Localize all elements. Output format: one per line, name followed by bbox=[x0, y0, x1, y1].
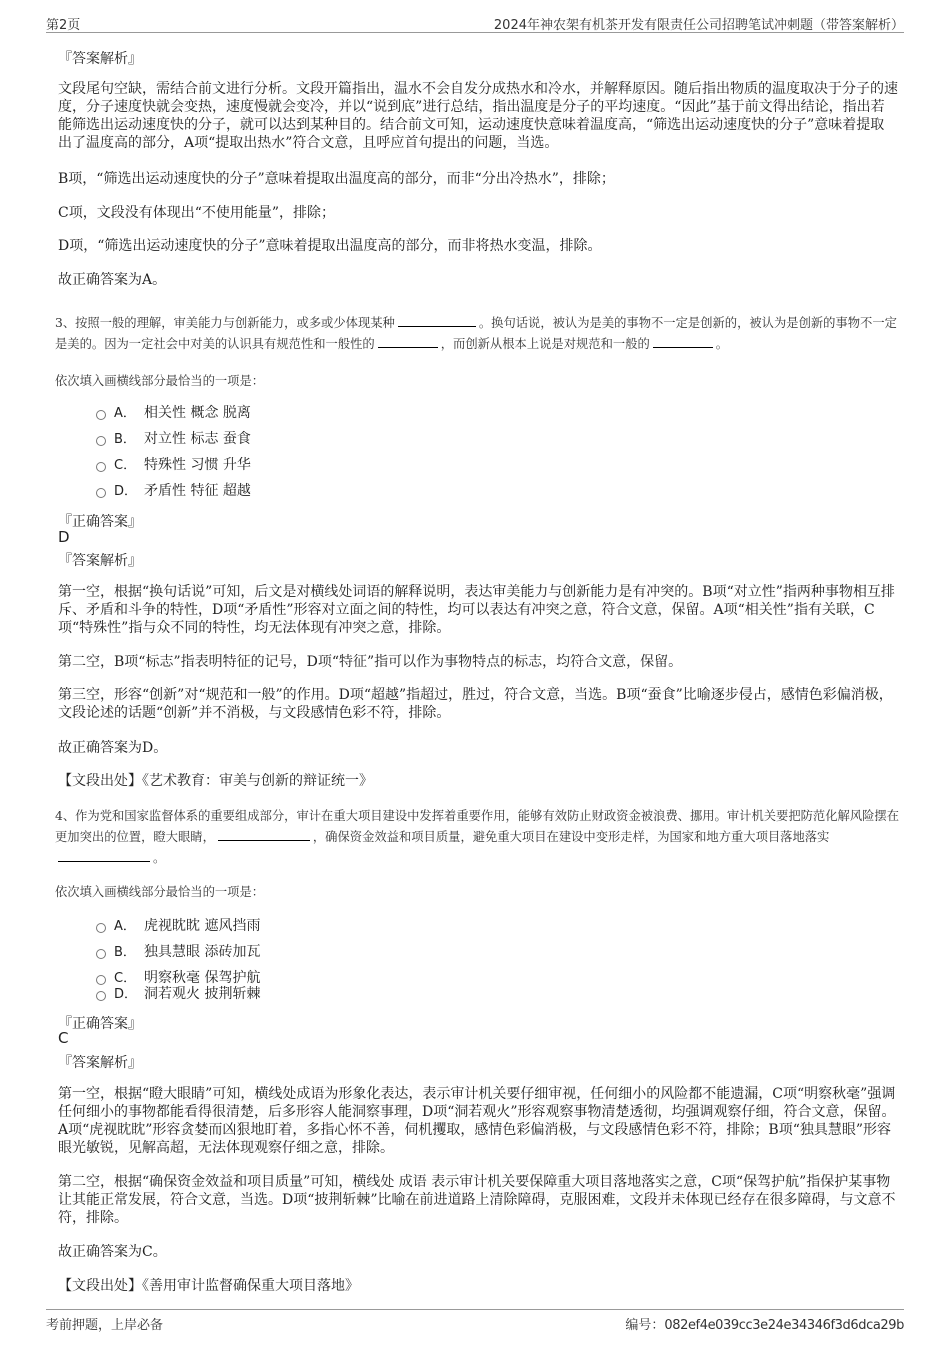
q2-analysis-label: 『答案解析』 bbox=[58, 51, 142, 67]
q2-analysis-p3: C项，文段没有体现出“不使用能量”，排除； bbox=[58, 205, 336, 221]
radio-icon[interactable] bbox=[96, 410, 106, 420]
q3-analysis-p2: 第二空，B项“标志”指表明特征的记号，D项“特征”指可以作为事物特点的标志，均符合文意，保留。 bbox=[58, 654, 683, 670]
q3-stem: 3、按照一般的理解，审美能力与创新能力，或多或少体现某种 。换句话说，被认为是美的事物不一定是创新的，被认为是创新的事物不一定是美的。因为一定社会中对美的认识具有规范性和一般性的 ，而创新从根本上说是对规范和一般的 。 bbox=[55, 316, 897, 351]
q3-answer: D bbox=[58, 528, 70, 546]
q3-blank-1 bbox=[398, 314, 476, 327]
q4-analysis-label: 『答案解析』 bbox=[58, 1055, 142, 1071]
radio-icon[interactable] bbox=[96, 462, 106, 472]
q2-conclusion: 故正确答案为A。 bbox=[58, 272, 167, 288]
q3-answer-label: 『正确答案』 bbox=[58, 514, 142, 530]
document-title: 2024年神农架有机茶开发有限责任公司招聘笔试冲刺题（带答案解析） bbox=[493, 18, 904, 33]
q4-analysis-p2: 第二空，根据“确保资金效益和项目质量”可知，横线处 成语 表示审计机关要保障重大项目落地落实之意，C项“保驾护航”指保护某事物让其能正常发展，符合文意，当选。D项“披荆斩棘”比喻在前进道路上清除障碍，克服困难，文段并未体现已经存在很多障碍，与文意不符，排除。 bbox=[58, 1174, 896, 1226]
page-number: 第2页 bbox=[46, 18, 81, 33]
q4-option-b[interactable]: B． 独具慧眼 添砖加瓦 bbox=[96, 942, 260, 962]
q4-conclusion: 故正确答案为C。 bbox=[58, 1244, 167, 1260]
q4-prompt: 依次填入画横线部分最恰当的一项是： bbox=[55, 885, 265, 899]
q2-analysis-p2: B项，“筛选出运动速度快的分子”意味着提取出温度高的部分，而非“分出冷热水”，排除； bbox=[58, 171, 615, 187]
q4-option-a[interactable]: A． 虎视眈眈 遮风挡雨 bbox=[96, 916, 260, 936]
page-footer bbox=[46, 1309, 904, 1334]
q3-prompt: 依次填入画横线部分最恰当的一项是： bbox=[55, 374, 265, 388]
q2-analysis-p4: D项，“筛选出运动速度快的分子”意味着提取出温度高的部分，而非将热水变温，排除。 bbox=[58, 238, 602, 254]
q3-option-c[interactable]: C． 特殊性 习惯 升华 bbox=[96, 455, 251, 475]
q3-analysis-p1: 第一空，根据“换句话说”可知，后文是对横线处词语的解释说明，表达审美能力与创新能力是有冲突的。B项“对立性”指两种事物相互排斥、矛盾和斗争的特性，D项“矛盾性”形容对立面之间的特性，均可以表达有冲突之意，符合文意，保留。A项“相关性”指有关联，C项“特殊性”指与众不同的特性，均无法体现有冲突之意，排除。 bbox=[58, 584, 895, 636]
q4-source: 【文段出处】《善用审计监督确保重大项目落地》 bbox=[58, 1278, 359, 1294]
page-header bbox=[46, 10, 904, 33]
footer-slogan: 考前押题，上岸必备 bbox=[46, 1318, 164, 1333]
q4-answer-label: 『正确答案』 bbox=[58, 1016, 142, 1032]
radio-icon[interactable] bbox=[96, 991, 106, 1001]
q4-option-d[interactable]: D． 洞若观火 披荆斩棘 bbox=[96, 984, 260, 1004]
q4-answer: C bbox=[58, 1029, 69, 1047]
q4-analysis-p1: 第一空，根据“瞪大眼睛”可知，横线处成语为形象化表达，表示审计机关要仔细审视，任何细小的风险都不能遗漏，C项“明察秋毫”强调任何细小的事物都能看得很清楚，后多形容人能洞察事理，D项“洞若观火”形容观察事物清楚透彻，均强调观察仔细，符合文意，保留。A项“虎视眈眈”形容贪婪而凶狠地盯着，多指心怀不善，伺机攫取，感情色彩偏消极，与文段感情色彩不符，排除；B项“独具慧眼”形容眼光敏锐，见解高超，无法体现观察仔细之意，排除。 bbox=[58, 1086, 896, 1156]
q4-blank-2 bbox=[58, 849, 150, 862]
radio-icon[interactable] bbox=[96, 488, 106, 498]
q4-stem: 4、作为党和国家监督体系的重要组成部分，审计在重大项目建设中发挥着重要作用，能够有效防止财政资金被浪费、挪用。审计机关要把防范化解风险摆在更加突出的位置，瞪大眼睛， ，确保资金效益和项目质量，避免重大项目在建设中变形走样，为国家和地方重大项目落地落实。 bbox=[55, 809, 900, 865]
q4-blank-1 bbox=[218, 828, 310, 841]
q3-blank-3 bbox=[653, 335, 713, 348]
q3-option-d[interactable]: D． 矛盾性 特征 超越 bbox=[96, 481, 251, 501]
q3-analysis-label: 『答案解析』 bbox=[58, 553, 142, 569]
q3-conclusion: 故正确答案为D。 bbox=[58, 740, 168, 756]
q3-option-a[interactable]: A． 相关性 概念 脱离 bbox=[96, 403, 251, 423]
radio-icon[interactable] bbox=[96, 436, 106, 446]
radio-icon[interactable] bbox=[96, 949, 106, 959]
q3-option-b[interactable]: B． 对立性 标志 蚕食 bbox=[96, 429, 251, 449]
radio-icon[interactable] bbox=[96, 923, 106, 933]
q3-analysis-p3: 第三空，形容“创新”对“规范和一般”的作用。D项“超越”指超过，胜过，符合文意，当选。B项“蚕食”比喻逐步侵占，感情色彩偏消极，文段论述的话题“创新”并不消极，与文段感情色彩不符，排除。 bbox=[58, 687, 893, 721]
document-id: 编号：082ef4e039cc3e24e34346f3d6dca29b bbox=[625, 1318, 904, 1333]
q3-blank-2 bbox=[378, 335, 438, 348]
q2-analysis-p1: 文段尾句空缺，需结合前文进行分析。文段开篇指出，温水不会自发分成热水和冷水，并解释原因。随后指出物质的温度取决于分子的速度，分子速度快就会变热，速度慢就会变冷，并以“说到底”进行总结，指出温度是分子的平均速度。“因此”基于前文得出结论，指出若能筛选出运动速度快的分子，就可以达到某种目的。结合前文可知，运动速度快意味着温度高，“筛选出运动速度快的分子”意味着提取出了温度高的部分，A项“提取出热水”符合文意，且呼应首句提出的问题，当选。 bbox=[58, 81, 898, 151]
q4-option-c[interactable]: C． 明察秋毫 保驾护航 bbox=[96, 968, 260, 988]
q3-source: 【文段出处】《艺术教育：审美与创新的辩证统一》 bbox=[58, 773, 373, 789]
